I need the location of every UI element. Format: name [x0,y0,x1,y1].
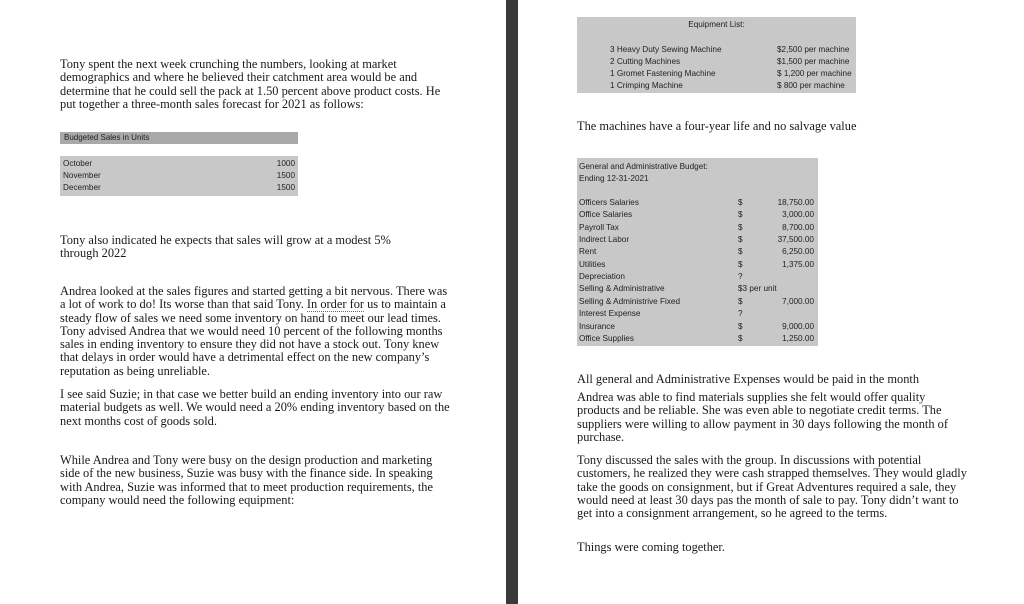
sales-units: 1500 [276,171,295,180]
equipment-cost: $2,500 per machine [777,45,850,54]
ga-label: Office Supplies [579,333,634,343]
equipment-name: 1 Gromet Fastening Machine [610,69,716,78]
sales-row [63,183,295,192]
andrea-text-end: us to maintain a steady flow of sales we need some inventory on hand to meet our lead times. Tony advised Andrea that we would need 10 percent of the following months sales in ending inventory to ensure they did not have a stock out. Tony knew that delays in order would have a detrimental effect on the new company’s reputation as being unreliable. [60,297,446,378]
equipment-row [610,81,854,90]
ga-symbol: $ [738,333,743,343]
ga-amount: 1,250.00 [782,333,814,343]
closing-paragraph: Things were coming together. [577,540,725,554]
ga-symbol: $ [738,259,743,269]
ga-symbol: ? [738,272,743,282]
equipment-table [577,17,856,93]
in-order-for-link[interactable]: In order for [306,297,365,312]
ga-label: Selling & Administrative [579,284,665,294]
sales-month: November [63,171,101,180]
customers-paragraph: Tony discussed the sales with the group. In discussions with potential customers, he realized they were cash strapped themselves. They would gladly take the goods on consignment, but if Great Adventures required a sale, they would need at least 30 days pas the month of sale to pay. Tony didn’t want to get into a consignment arrangement, so he agreed to the terms. [577,453,967,521]
sales-table-title: Budgeted Sales in Units [64,133,150,142]
ga-symbol: $3 per unit [738,284,777,294]
ga-label: Officers Salaries [579,198,639,207]
equipment-row [610,57,854,66]
left-page [0,0,506,604]
equipment-name: 3 Heavy Duty Sewing Machine [610,45,722,54]
ga-label: Interest Expense [579,309,641,319]
ga-symbol: $ [738,222,743,232]
ga-label: Indirect Labor [579,235,630,245]
ga-label: Insurance [579,321,615,331]
ga-label: Rent [579,247,597,257]
ga-symbol: $ [738,321,743,331]
sales-row [63,159,295,168]
ga-label: Payroll Tax [579,222,619,232]
page-divider [506,0,518,604]
sales-row [63,171,295,180]
ga-subtitle: Ending 12-31-2021 [579,174,649,183]
right-page [518,0,1024,604]
ga-symbol: $ [738,296,743,306]
equipment-cost: $ 1,200 per machine [777,69,852,78]
equipment-row [610,45,854,54]
andrea-paragraph [60,285,452,378]
finance-paragraph: While Andrea and Tony were busy on the design production and marketing side of the new business, Suzie was busy with the finance side. In speaking with Andrea, Suzie was informed that to meet production requirements, the company would need the following equipment: [60,453,433,507]
ga-amount: 9,000.00 [782,321,814,331]
ga-label: Depreciation [579,272,625,282]
equipment-cost: $1,500 per machine [777,57,850,66]
ga-label: Office Salaries [579,210,633,220]
sales-month: December [63,183,101,192]
andrea-text-start: Andrea looked at the sales figures and started getting a bit nervous. There was a lot of work to do! Its worse than that said Tony. [60,284,448,312]
growth-paragraph: Tony also indicated he expects that sales will grow at a modest 5% through 2022 [60,233,391,261]
ga-amount: 1,375.00 [782,259,814,269]
machines-note: The machines have a four-year life and no salvage value [577,119,857,133]
intro-paragraph: Tony spent the next week crunching the numbers, looking at market demographics and where he believed their catchment area would be and determine that he could sell the pack at 1.50 percent above product costs. He put together a three-month sales forecast for 2021 as follows: [60,57,441,111]
suzie-paragraph: I see said Suzie; in that case we better build an ending inventory into our raw material budgets as well. We would need a 20% ending inventory based on the next months cost of goods sold. [60,387,450,428]
ga-label: Utilities [579,259,606,269]
materials-paragraph: Andrea was able to find materials supplies she felt would offer quality products and be reliable. She was even able to negotiate credit terms. The suppliers were willing to allow payment in 30 days following the month of purchase. [577,390,948,444]
sales-units: 1000 [276,159,295,168]
ga-amount: 6,250.00 [782,247,814,257]
ga-symbol: $ [738,210,743,220]
ga-amount: 7,000.00 [782,296,814,306]
equipment-name: 2 Cutting Machines [610,57,681,66]
ga-paid-paragraph: All general and Administrative Expenses would be paid in the month [577,372,920,386]
ga-symbol: $ [738,247,743,257]
ga-symbol: ? [738,309,743,319]
sales-units: 1500 [276,183,295,192]
ga-amount: 37,500.00 [777,235,814,245]
ga-amount: 18,750.00 [777,198,814,207]
ga-amount: 3,000.00 [782,210,814,220]
ga-title: General and Administrative Budget: [579,162,708,171]
equipment-title: Equipment List: [688,20,745,29]
ga-label: Selling & Administrive Fixed [579,296,681,306]
sales-table [60,156,298,196]
equipment-row [610,69,854,78]
equipment-name: 1 Crimping Machine [610,81,683,90]
sales-month: October [63,159,93,168]
equipment-cost: $ 800 per machine [777,81,845,90]
ga-symbol: $ [738,198,743,207]
ga-amount: 8,700.00 [782,222,814,232]
ga-symbol: $ [738,235,743,245]
sales-table-header [60,132,298,144]
